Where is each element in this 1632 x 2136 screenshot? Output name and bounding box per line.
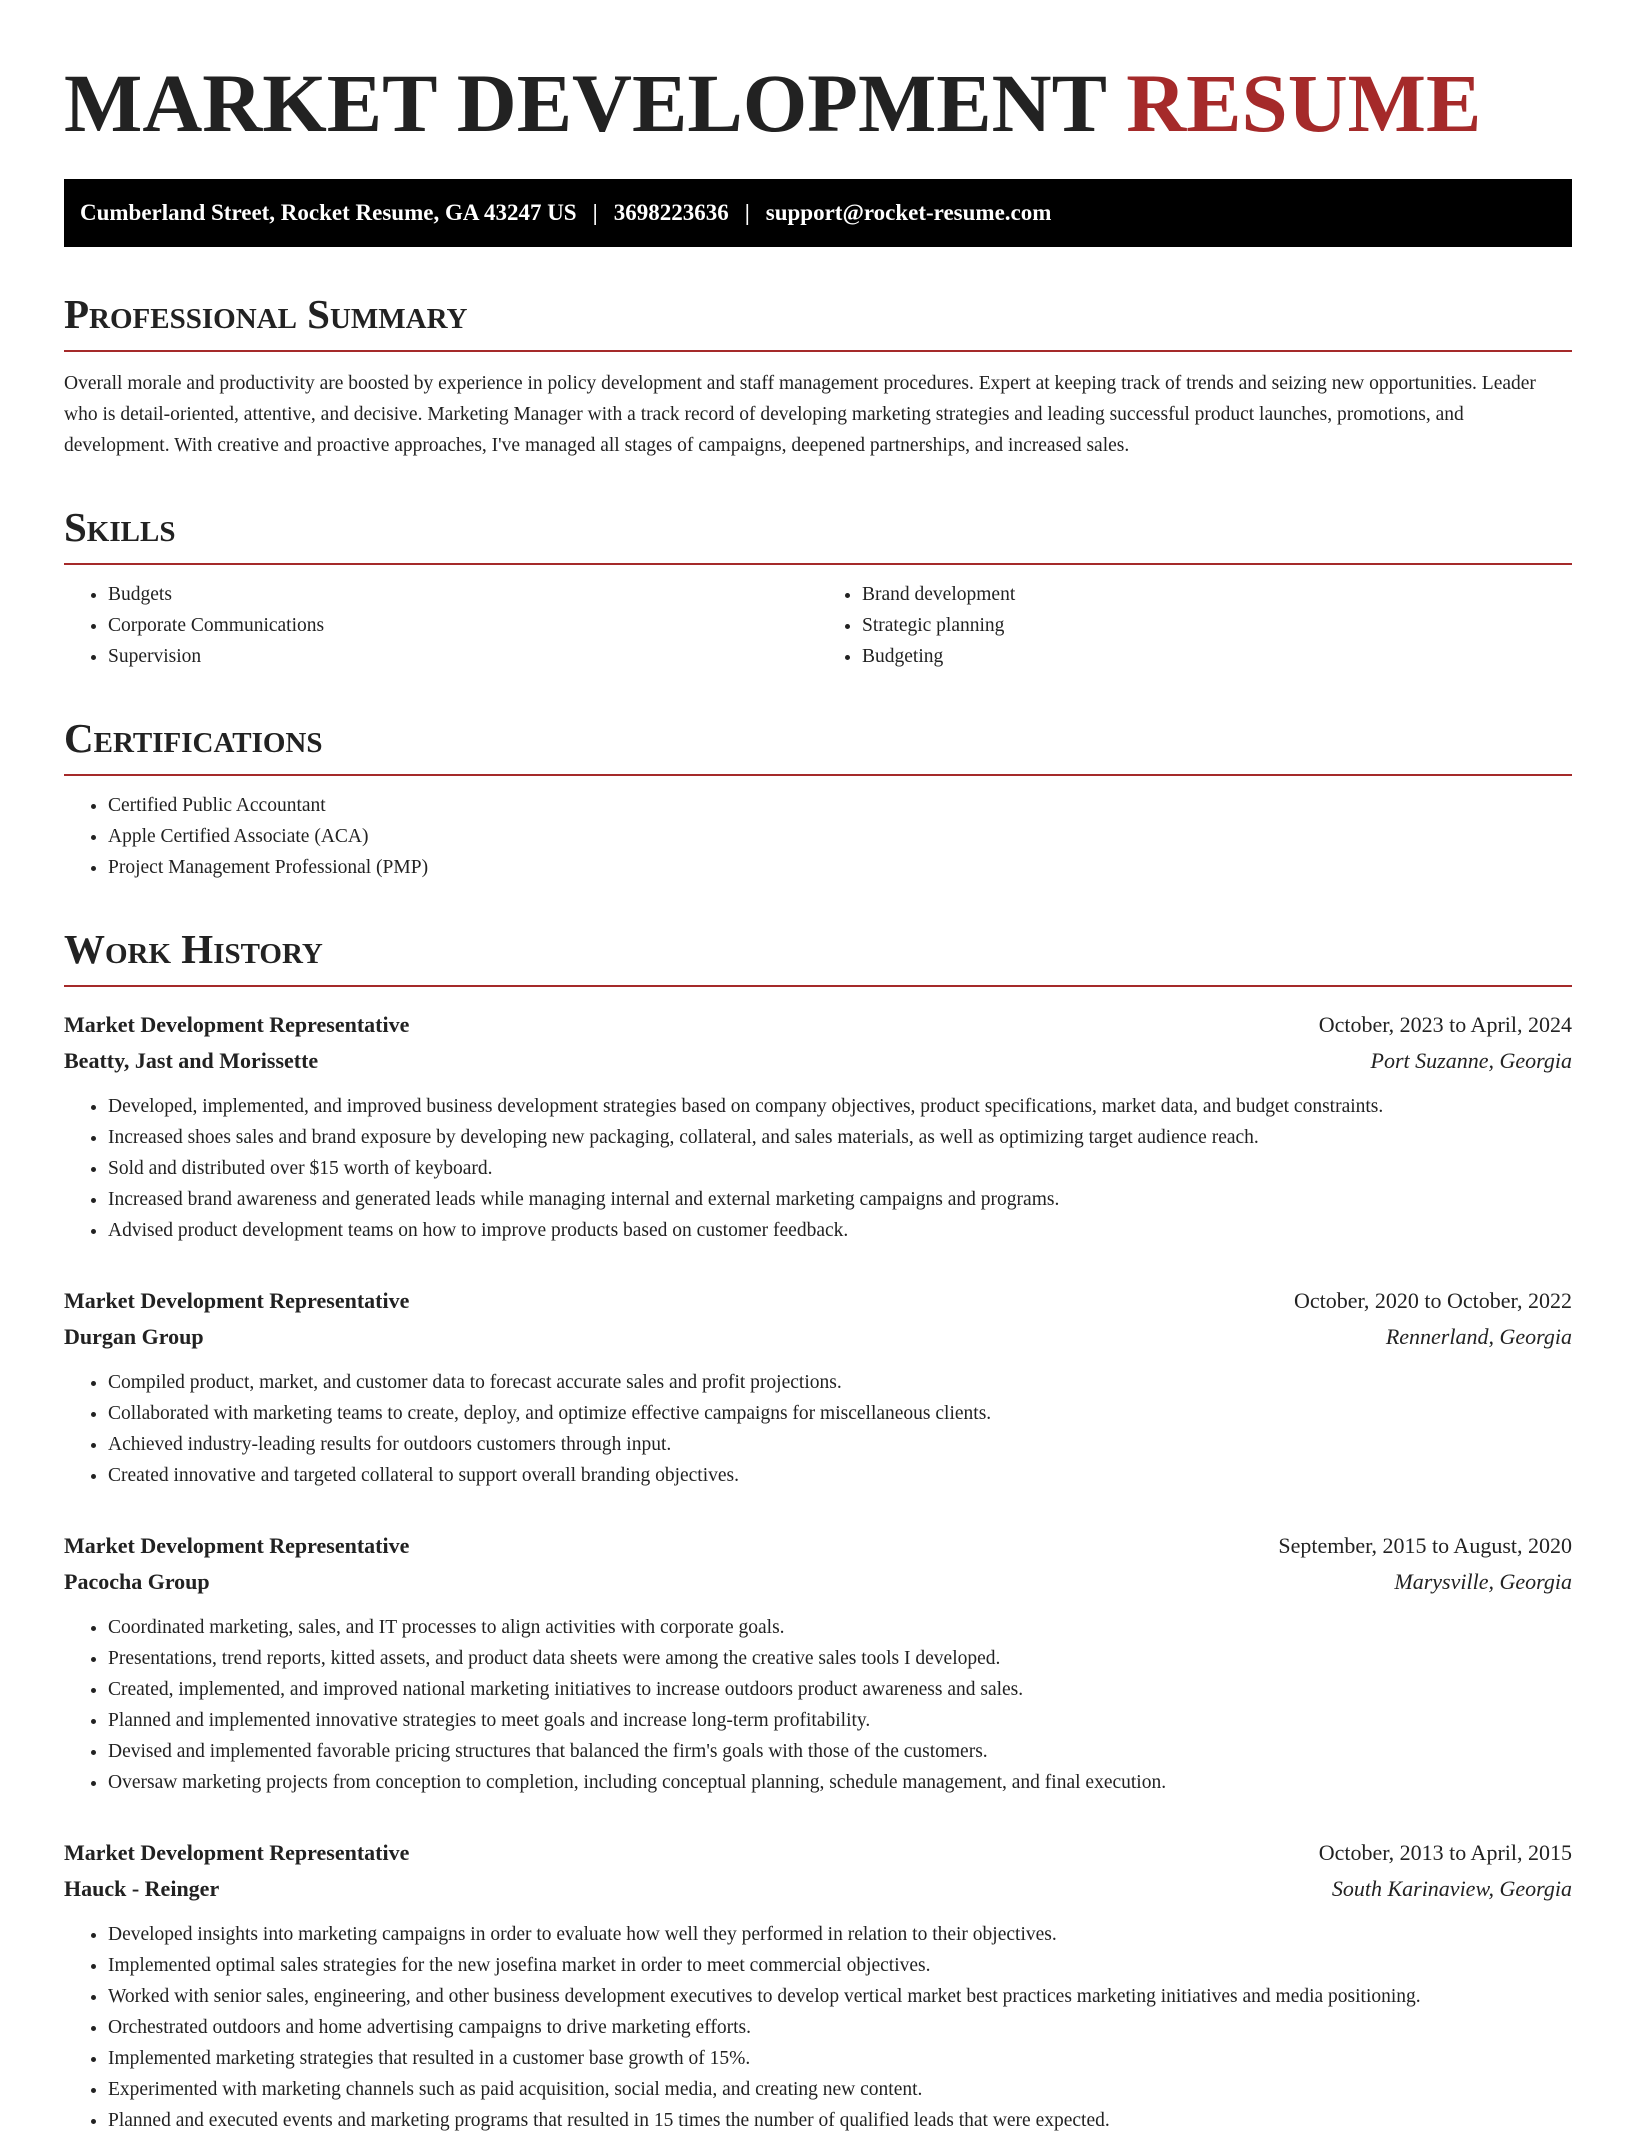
job-company: Pacocha Group (64, 1569, 210, 1594)
job-bullet: • Coordinated marketing, sales, and IT processes to align activities with corporate goals. (108, 1612, 1572, 1643)
job-bullet: • Planned and executed events and marketing programs that resulted in 15 times the number of qualified leads that were expected. (108, 2105, 1572, 2136)
job-header-row (64, 1528, 1572, 1564)
job-company-row (64, 1319, 1572, 1355)
job-entry (64, 1007, 1572, 1246)
contact-bar (64, 179, 1572, 247)
title-accent: RESUME (1126, 57, 1482, 149)
job-title: Market Development Representative (64, 1288, 410, 1313)
job-bullet: • Devised and implemented favorable pricing structures that balanced the firm's goals with those of the customers. (108, 1736, 1572, 1767)
job-header-row (64, 1283, 1572, 1319)
job-dates: October, 2020 to October, 2022 (1293, 1288, 1572, 1313)
job-bullet: • Implemented marketing strategies that resulted in a customer base growth of 15%. (108, 2043, 1572, 2074)
job-bullet: • Planned and implemented innovative strategies to meet goals and increase long-term profitability. (108, 1705, 1572, 1736)
job-bullets (64, 1919, 1572, 2136)
job-bullets (64, 1612, 1572, 1798)
section-heading-certifications: Certifications (64, 718, 1572, 776)
job-bullet: • Advised product development teams on how to improve products based on customer feedback. (108, 1215, 1572, 1246)
job-entry (64, 1835, 1572, 2136)
job-bullet: • Orchestrated outdoors and home advertising campaigns to drive marketing efforts. (108, 2012, 1572, 2043)
skills-grid (64, 579, 1572, 672)
job-dates: September, 2015 to August, 2020 (1278, 1533, 1572, 1558)
skills-list-right (818, 579, 1572, 672)
job-bullet: • Oversaw marketing projects from conception to completion, including conceptual planning, schedule management, and final execution. (108, 1767, 1572, 1798)
job-bullet: • Implemented optimal sales strategies for the new josefina market in order to meet commercial objectives. (108, 1950, 1572, 1981)
contact-phone: 3698223636 (613, 200, 729, 225)
job-location: South Karinaview, Georgia (1331, 1876, 1572, 1901)
certification-item: • Apple Certified Associate (ACA) (108, 821, 1572, 852)
job-company-row (64, 1564, 1572, 1600)
skill-item: • Brand development (862, 579, 1572, 610)
job-header-row (64, 1007, 1572, 1043)
section-heading-skills: Skills (64, 507, 1572, 565)
job-entry (64, 1283, 1572, 1491)
job-company: Durgan Group (64, 1324, 204, 1349)
job-bullet: • Presentations, trend reports, kitted assets, and product data sheets were among the creative sales tools I developed. (108, 1643, 1572, 1674)
job-location: Rennerland, Georgia (1385, 1324, 1572, 1349)
job-entry (64, 1528, 1572, 1798)
job-company: Hauck - Reinger (64, 1876, 220, 1901)
job-company-row (64, 1043, 1572, 1079)
skill-item: • Budgeting (862, 641, 1572, 672)
certification-item: • Certified Public Accountant (108, 790, 1572, 821)
skill-item: • Corporate Communications (108, 610, 818, 641)
job-bullets (64, 1091, 1572, 1246)
job-bullet: • Sold and distributed over $15 worth of keyboard. (108, 1153, 1572, 1184)
job-bullets (64, 1367, 1572, 1491)
contact-separator: | (744, 200, 750, 225)
job-bullet: • Experimented with marketing channels such as paid acquisition, social media, and creating new content. (108, 2074, 1572, 2105)
resume-title (64, 57, 1572, 149)
contact-email[interactable]: support@rocket-resume.com (765, 200, 1052, 225)
summary-text: Overall morale and productivity are boosted by experience in policy development and staff management procedures. Expert at keeping track of trends and seizing new opportunities. Leader who is detail-oriented, attentive, and decisive. Marketing Manager with a track record of developing marketing strategies and leading successful product launches, promotions, and development. With creative and proactive approaches, I've managed all stages of campaigns, deepened partnerships, and increased sales. (64, 373, 1536, 456)
contact-separator: | (592, 200, 598, 225)
job-company: Beatty, Jast and Morissette (64, 1048, 319, 1073)
job-bullet: • Compiled product, market, and customer data to forecast accurate sales and profit projections. (108, 1367, 1572, 1398)
job-bullet: • Achieved industry-leading results for outdoors customers through input. (108, 1429, 1572, 1460)
job-bullet: • Worked with senior sales, engineering, and other business development executives to develop vertical market best practices marketing initiatives and media positioning. (108, 1981, 1572, 2012)
job-bullet: • Collaborated with marketing teams to create, deploy, and optimize effective campaigns for miscellaneous clients. (108, 1398, 1572, 1429)
section-heading-work-history: Work History (64, 929, 1572, 987)
job-bullet: • Developed insights into marketing campaigns in order to evaluate how well they performed in relation to their objectives. (108, 1919, 1572, 1950)
job-dates: October, 2023 to April, 2024 (1318, 1012, 1572, 1037)
certifications-list (64, 790, 1572, 883)
job-title: Market Development Representative (64, 1012, 410, 1037)
skills-list-left (64, 579, 818, 672)
certification-item: • Project Management Professional (PMP) (108, 852, 1572, 883)
skill-item: • Strategic planning (862, 610, 1572, 641)
job-title: Market Development Representative (64, 1840, 410, 1865)
job-bullet: • Increased shoes sales and brand exposure by developing new packaging, collateral, and sales materials, as well as optimizing target audience reach. (108, 1122, 1572, 1153)
section-heading-summary: Professional Summary (64, 294, 1572, 352)
job-company-row (64, 1871, 1572, 1907)
skill-item: • Budgets (108, 579, 818, 610)
skill-item: • Supervision (108, 641, 818, 672)
job-dates: October, 2013 to April, 2015 (1318, 1840, 1572, 1865)
job-header-row (64, 1835, 1572, 1871)
job-title: Market Development Representative (64, 1533, 410, 1558)
job-bullet: • Created, implemented, and improved national marketing initiatives to increase outdoors product awareness and sales. (108, 1674, 1572, 1705)
job-bullet: • Developed, implemented, and improved business development strategies based on company objectives, product specifications, market data, and budget constraints. (108, 1091, 1572, 1122)
contact-address: Cumberland Street, Rocket Resume, GA 43247 US (80, 200, 577, 225)
job-location: Port Suzanne, Georgia (1370, 1048, 1572, 1073)
resume-content (64, 50, 1572, 2136)
job-bullet: • Increased brand awareness and generated leads while managing internal and external marketing campaigns and programs. (108, 1184, 1572, 1215)
job-bullet: • Created innovative and targeted collateral to support overall branding objectives. (108, 1460, 1572, 1491)
title-main: MARKET DEVELOPMENT (64, 57, 1106, 149)
job-location: Marysville, Georgia (1394, 1569, 1572, 1594)
